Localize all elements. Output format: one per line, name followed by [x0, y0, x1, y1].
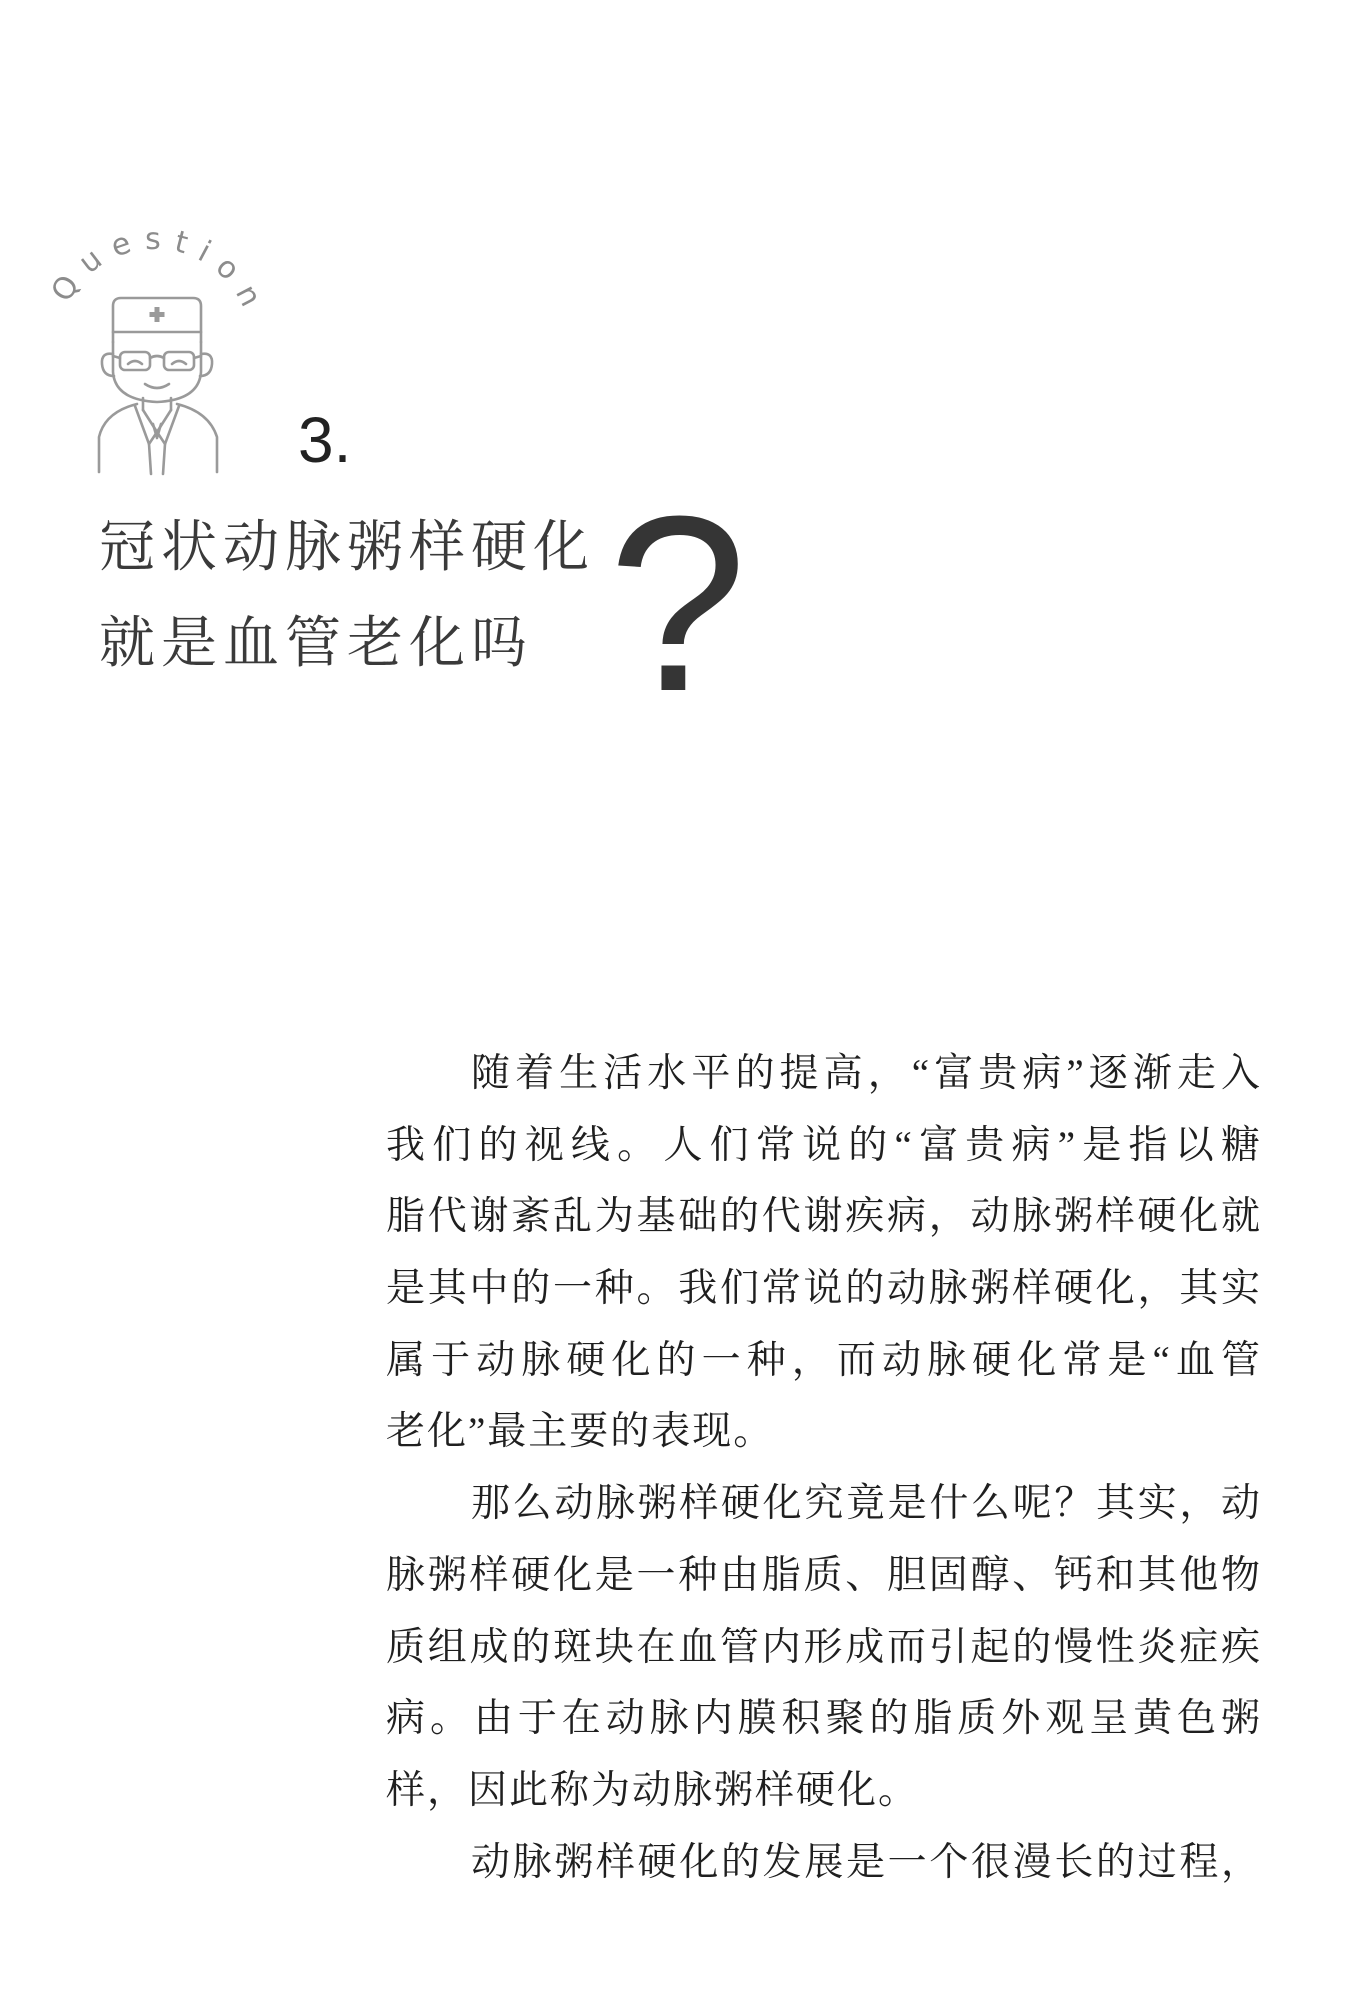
paragraph — [386, 1827, 1260, 1899]
question-number: 3. — [298, 404, 352, 476]
text-line: 脂代谢紊乱为基础的代谢疾病，动脉粥样硬化就 — [386, 1195, 1260, 1239]
text-line: 随着生活水平的提高，“富贵病”逐渐走入 — [471, 1052, 1260, 1095]
arc-label-path-text: Question — [44, 221, 269, 313]
question-mark-graphic — [600, 464, 780, 743]
paragraph — [386, 1038, 1260, 1468]
text-line: 老化”最主要的表现。 — [386, 1410, 775, 1454]
title-line-2: 就是血管老化吗 — [99, 611, 533, 674]
paragraph — [386, 1468, 1260, 1826]
doctor-coat — [99, 398, 217, 474]
text-line: 脉粥样硬化是一种由脂质、胆固醇、钙和其他物 — [386, 1553, 1260, 1597]
text-line: 动脉粥样硬化的发展是一个很漫长的过程， — [471, 1840, 1260, 1884]
doctor-smile — [145, 384, 169, 388]
text-line: 是其中的一种。我们常说的动脉粥样硬化，其实 — [386, 1267, 1260, 1311]
doctor-icon — [93, 292, 225, 478]
title-line-1: 冠状动脉粥样硬化 — [99, 515, 595, 578]
glasses-icon — [113, 352, 201, 370]
doctor-eyes — [128, 361, 186, 364]
question-mark-text: ? — [608, 464, 748, 743]
cap-cross-icon — [150, 307, 165, 322]
text-line: 属于动脉硬化的一种，而动脉硬化常是“血管 — [386, 1338, 1260, 1382]
page-title — [99, 499, 619, 691]
body-text — [386, 1038, 1260, 1898]
text-line: 样，因此称为动脉粥样硬化。 — [386, 1768, 920, 1812]
text-line: 质组成的斑块在血管内形成而引起的慢性炎症疾 — [386, 1625, 1260, 1669]
text-line: 病。由于在动脉内膜积聚的脂质外观呈黄色粥 — [386, 1697, 1260, 1741]
text-line: 我们的视线。人们常说的“富贵病”是指以糖 — [386, 1123, 1260, 1167]
text-line: 那么动脉粥样硬化究竟是什么呢？其实，动 — [471, 1482, 1260, 1526]
